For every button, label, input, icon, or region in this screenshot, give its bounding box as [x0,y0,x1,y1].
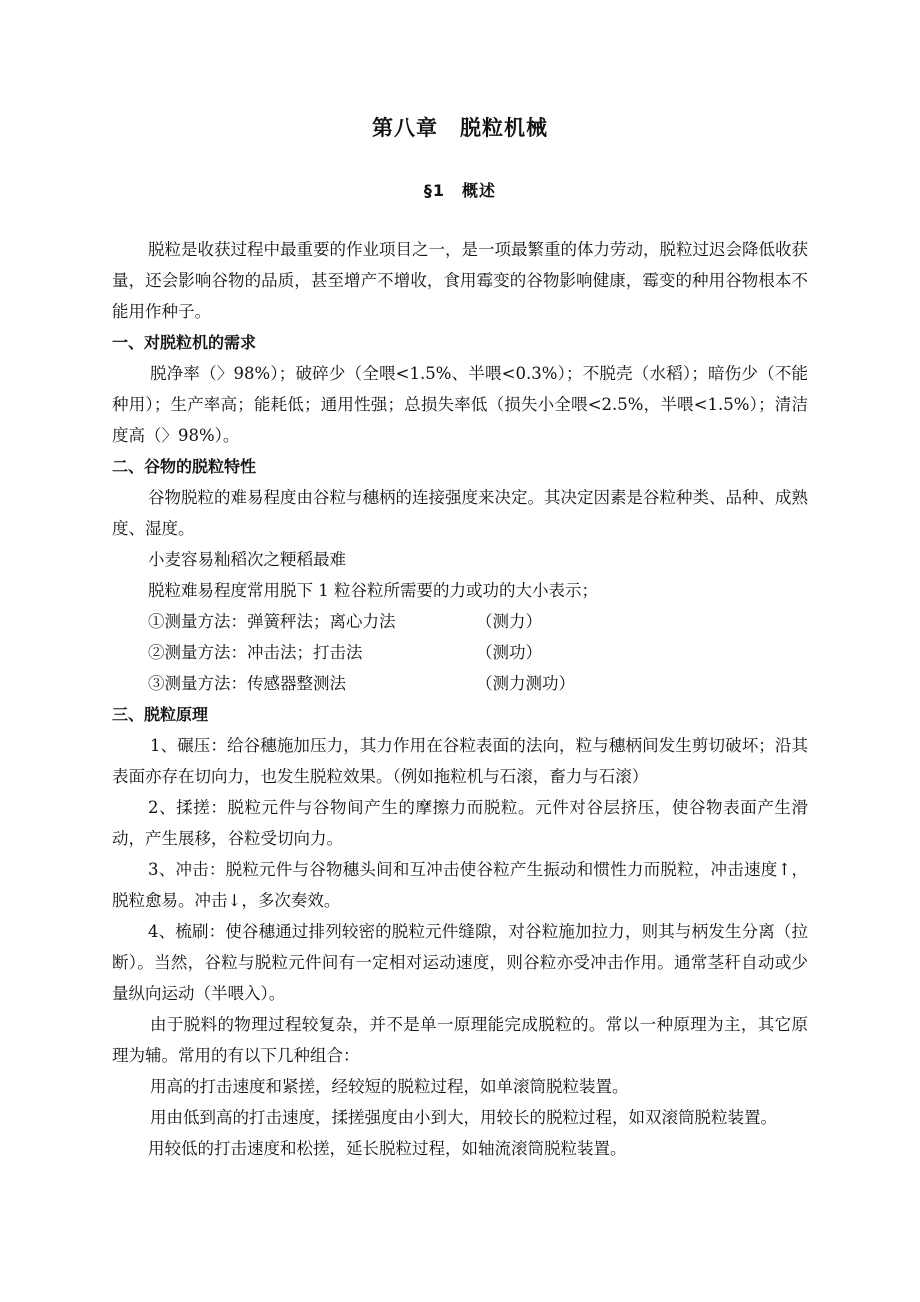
combination-double-drum: 用由低到高的打击速度，揉搓强度由小到大，用较长的脱粒过程，如双滚筒脱粒装置。 [150,1108,777,1127]
combination-intro: 由于脱料的物理过程较复杂，并不是单一原理能完成脱粒的。常以一种原理为主，其它原理为辅。常用的有以下几种组合： [112,1015,808,1065]
method-row [112,606,808,637]
principle-impact: 3、冲击：脱粒元件与谷物穗头间和互冲击使谷粒产生振动和惯性力而脱粒，冲击速度↑，脱粒愈易。冲击↓，多次奏效。 [112,860,808,910]
characteristics-paragraph: 谷物脱粒的难易程度由谷粒与穗柄的连接强度来决定。其决定因素是谷粒种类、品种、成熟度、湿度。 [112,488,808,538]
principle-combing: 4、梳刷：使谷穗通过排列较密的脱粒元件缝隙，对谷粒施加拉力，则其与柄发生分离（拉断）。当然，谷粒与脱粒元件间有一定相对运动速度，则谷粒亦受冲击作用。通常茎秆自动或少量纵向运动（半喂入）。 [112,922,808,1003]
intro-paragraph: 脱粒是收获过程中最重要的作业项目之一，是一项最繁重的体力劳动，脱粒过迟会降低收获量，还会影响谷物的品质，甚至增产不增收，食用霉变的谷物影响健康，霉变的种用谷物根本不能用作种子。 [112,240,808,321]
method-name: ③测量方法：传感器整测法 [148,674,346,693]
method-type: （测力） [476,612,542,631]
chapter-title: 第八章 脱粒机械 [372,116,548,140]
method-type: （测功） [476,643,542,662]
heading-threshing-principles: 三、脱粒原理 [112,705,209,724]
principle-rolling: 1、碾压：给谷穗施加压力，其力作用在谷粒表面的法向，粒与穗柄间发生剪切破坏；沿其表面亦存在切向力，也发生脱粒效果。（例如拖粒机与石滚，畜力与石滚） [112,736,808,786]
section-title: §1 概述 [423,181,497,200]
combination-axial-flow: 用较低的打击速度和松搓，延长脱粒过程，如轴流滚筒脱粒装置。 [148,1139,627,1158]
requirements-paragraph: 脱净率（〉98%）；破碎少（全喂<1.5%、半喂<0.3%）；不脱壳（水稻）；暗伤少（不能种用）；生产率高；能耗低；通用性强；总损失率低（损失小全喂<2.5%，半喂<1.5%）；清洁度高（〉98%）。 [112,364,808,445]
heading-requirements: 一、对脱粒机的需求 [112,333,257,352]
method-row [112,668,808,699]
grain-difficulty-line: 小麦容易籼稻次之粳稻最难 [148,550,346,569]
measure-intro-line: 脱粒难易程度常用脱下 1 粒谷粒所需要的力或功的大小表示； [148,581,598,600]
combination-single-drum: 用高的打击速度和紧搓，经较短的脱粒过程，如单滚筒脱粒装置。 [150,1077,629,1096]
heading-threshing-characteristics: 二、谷物的脱粒特性 [112,457,257,476]
method-name: ②测量方法：冲击法；打击法 [148,643,363,662]
method-name: ①测量方法：弹簧秤法；离心力法 [148,612,396,631]
method-row [112,637,808,668]
principle-rubbing: 2、揉搓：脱粒元件与谷物间产生的摩擦力而脱粒。元件对谷层挤压，使谷物表面产生滑动，产生展移，谷粒受切向力。 [112,798,808,848]
document-body [112,234,808,1164]
method-type: （测力测功） [476,674,575,693]
